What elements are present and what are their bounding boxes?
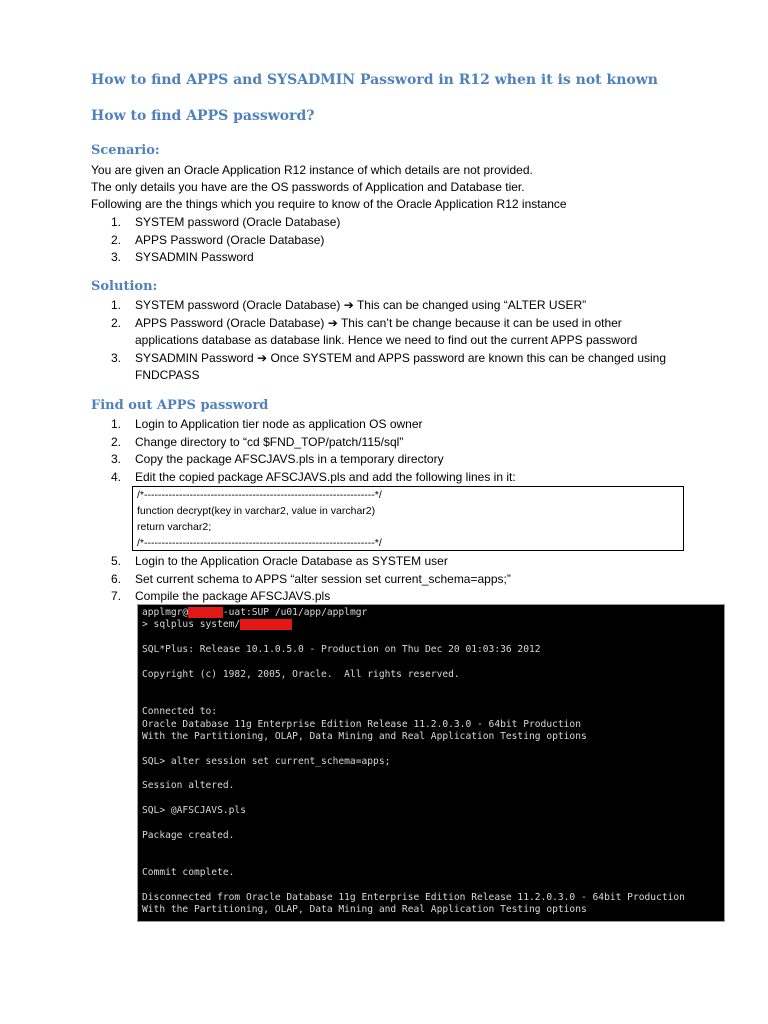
list-item: 2. Change directory to “cd $FND_TOP/patch/115/sql” xyxy=(111,434,404,449)
terminal-line xyxy=(142,743,724,755)
terminal-line: Connected to: xyxy=(142,706,218,718)
terminal-line: Session altered. xyxy=(142,780,235,792)
findout-list-a xyxy=(111,416,516,486)
terminal-line: Disconnected from Oracle Database 11g Enterprise Edition Release 11.2.0.3.0 - 64bit Production xyxy=(142,891,685,903)
code-line: /*------------------------------------------------------------------*/ xyxy=(137,537,382,549)
arrow-right-icon: ➔ xyxy=(343,298,354,312)
list-item: 3. SYSADMIN Password ➔ Once SYSTEM and APPS password are known this can be changed using FNDCPASS xyxy=(111,350,667,382)
list-item: 1. SYSTEM password (Oracle Database) xyxy=(111,215,341,229)
code-snippet-box xyxy=(132,486,684,551)
code-line: return varchar2; xyxy=(137,521,212,533)
terminal-line xyxy=(142,793,724,805)
scenario-heading: Scenario: xyxy=(91,143,160,158)
terminal-line xyxy=(142,768,724,780)
terminal-line: Commit complete. xyxy=(142,867,235,879)
terminal-line: With the Partitioning, OLAP, Data Mining and Real Application Testing options xyxy=(142,730,587,742)
terminal-line: SQL> @AFSCJAVS.pls xyxy=(142,805,246,817)
terminal-line xyxy=(142,681,724,693)
terminal-line xyxy=(142,657,724,669)
terminal-line: SQL> alter session set current_schema=apps; xyxy=(142,755,391,767)
solution-list xyxy=(111,297,666,385)
terminal-line: Oracle Database 11g Enterprise Edition Release 11.2.0.3.0 - 64bit Production xyxy=(142,718,581,730)
findout-list-b xyxy=(111,553,511,606)
scenario-list xyxy=(111,214,340,267)
terminal-line: SQL*Plus: Release 10.1.0.5.0 - Production on Thu Dec 20 01:03:36 2012 xyxy=(142,644,541,656)
terminal-command-line: > sqlplus system/welcome12 xyxy=(142,619,293,631)
list-item: 5. Login to the Application Oracle Database as SYSTEM user xyxy=(111,554,448,568)
terminal-line xyxy=(142,632,724,644)
terminal-output xyxy=(142,632,724,917)
terminal-line xyxy=(142,880,724,892)
list-item: 3. SYSADMIN Password xyxy=(111,250,254,264)
redacted-hostname: oradev xyxy=(188,607,223,618)
list-item: 2. APPS Password (Oracle Database) xyxy=(111,232,325,247)
list-item: 1. Login to Application tier node as application OS owner xyxy=(111,417,423,431)
list-item: 2. APPS Password (Oracle Database) ➔ This can’t be change because it can be used in other applications database as database link. Hence we need to find out the current APPS password xyxy=(111,315,638,347)
scenario-line-2: The only details you have are the OS passwords of Application and Database tier. xyxy=(91,180,525,194)
arrow-right-icon: ➔ xyxy=(327,315,338,330)
list-item: 7. Compile the package AFSCJAVS.pls xyxy=(111,589,331,603)
terminal-line xyxy=(142,855,724,867)
terminal-line xyxy=(142,694,724,706)
code-line: function decrypt(key in varchar2, value in varchar2) xyxy=(137,505,376,517)
solution-heading: Solution: xyxy=(91,279,158,294)
document-title: How to find APPS and SYSADMIN Password in R12 when it is not known xyxy=(91,72,658,88)
terminal-screenshot xyxy=(137,604,725,922)
list-item: 1. SYSTEM password (Oracle Database) ➔ This can be changed using “ALTER USER” xyxy=(111,298,587,312)
findout-heading: Find out APPS password xyxy=(91,398,269,413)
arrow-right-icon: ➔ xyxy=(257,350,268,365)
code-line: /*------------------------------------------------------------------*/ xyxy=(137,489,382,501)
scenario-line-3: Following are the things which you require to know of the Oracle Application R12 instance xyxy=(91,197,567,211)
terminal-line: With the Partitioning, OLAP, Data Mining and Real Application Testing options xyxy=(142,904,587,916)
redacted-password: welcome12 xyxy=(240,619,293,631)
list-item: 4. Edit the copied package AFSCJAVS.pls and add the following lines in it: xyxy=(111,469,516,484)
list-item: 6. Set current schema to APPS “alter session set current_schema=apps;” xyxy=(111,571,511,586)
list-item: 3. Copy the package AFSCJAVS.pls in a temporary directory xyxy=(111,452,444,466)
scenario-line-1: You are given an Oracle Application R12 instance of which details are not provided. xyxy=(91,163,533,177)
document-subtitle: How to find APPS password? xyxy=(91,108,315,124)
terminal-line: Package created. xyxy=(142,830,235,842)
terminal-prompt-line: applmgr@oradev-uat:SUP /u01/app/applmgr xyxy=(142,607,368,618)
terminal-line xyxy=(142,842,724,854)
terminal-line: Copyright (c) 1982, 2005, Oracle. All rights reserved. xyxy=(142,668,460,680)
terminal-line xyxy=(142,818,724,830)
